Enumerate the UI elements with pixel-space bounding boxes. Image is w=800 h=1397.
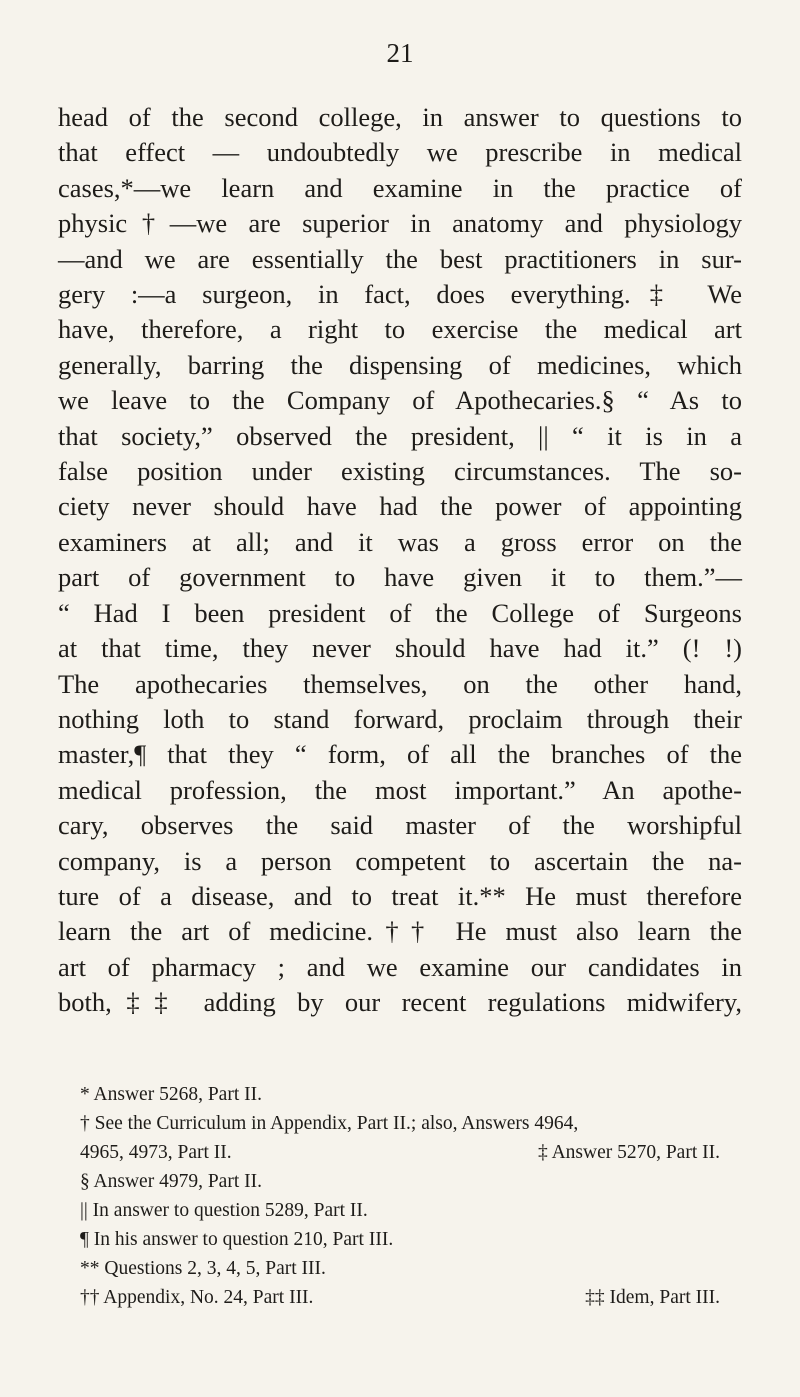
- text-line: part of government to have given it to them.”—: [58, 562, 742, 593]
- text-line: The apothecaries themselves, on the other hand,: [58, 668, 742, 699]
- footnotes: [58, 1080, 742, 1312]
- text-line: —and we are essentially the best practitioners in sur-: [58, 243, 742, 274]
- text-line: have, therefore, a right to exercise the medical art: [58, 314, 742, 345]
- footnote: ‡ Answer 5270, Part II.: [538, 1142, 720, 1163]
- footnote-row: [58, 1283, 742, 1312]
- footnote: †† Appendix, No. 24, Part III.: [80, 1287, 314, 1308]
- text-line: both,‡‡ adding by our recent regulations midwifery,: [58, 987, 742, 1018]
- text-line: head of the second college, in answer to questions to: [58, 102, 742, 132]
- footnote: ** Questions 2, 3, 4, 5, Part III.: [80, 1258, 326, 1279]
- footnote-row: [58, 1138, 742, 1167]
- text-line: at that time, they never should have had it.” (! !): [58, 633, 742, 664]
- text-line: nothing loth to stand forward, proclaim through their: [58, 703, 742, 734]
- text-line: master,¶ that they “ form, of all the branches of the: [58, 739, 742, 770]
- text-line: generally, barring the dispensing of medicines, which: [58, 349, 742, 380]
- text-line: physic†—we are superior in anatomy and physiology: [58, 208, 742, 239]
- text-line: company, is a person competent to ascertain the na-: [58, 845, 742, 876]
- text-line: that effect — undoubtedly we prescribe in medical: [58, 137, 742, 168]
- footnote: § Answer 4979, Part II.: [80, 1171, 262, 1192]
- text-line: cary, observes the said master of the worshipful: [58, 810, 742, 841]
- footnote: || In answer to question 5289, Part II.: [80, 1200, 368, 1221]
- footnote: * Answer 5268, Part II.: [80, 1084, 262, 1105]
- footnote: ‡‡ Idem, Part III.: [585, 1287, 720, 1308]
- footnote: † See the Curriculum in Appendix, Part II.; also, Answers 4964,: [80, 1113, 579, 1134]
- text-line: art of pharmacy ; and we examine our candidates in: [58, 951, 742, 982]
- text-line: ture of a disease, and to treat it.** He must therefore: [58, 880, 742, 911]
- text-line: that society,” observed the president, || “ it is in a: [58, 420, 742, 451]
- page-number: 21: [386, 38, 414, 68]
- text-line: learn the art of medicine.†† He must also learn the: [58, 916, 742, 947]
- text-line: ciety never should have had the power of appointing: [58, 491, 742, 522]
- text-line: gery :—a surgeon, in fact, does everything.‡ We: [58, 279, 742, 310]
- text-line: medical profession, the most important.” An apothe-: [58, 774, 742, 805]
- text-line: we leave to the Company of Apothecaries.§ “ As to: [58, 385, 742, 416]
- body-text: [58, 100, 742, 1021]
- text-line: false position under existing circumstances. The so-: [58, 456, 742, 487]
- text-line: cases,*—we learn and examine in the practice of: [58, 172, 742, 203]
- text-line: examiners at all; and it was a gross error on the: [58, 526, 742, 557]
- text-line: “ Had I been president of the College of Surgeons: [58, 597, 742, 628]
- footnote: 4965, 4973, Part II.: [80, 1142, 232, 1163]
- footnote: ¶ In his answer to question 210, Part III.: [80, 1229, 394, 1250]
